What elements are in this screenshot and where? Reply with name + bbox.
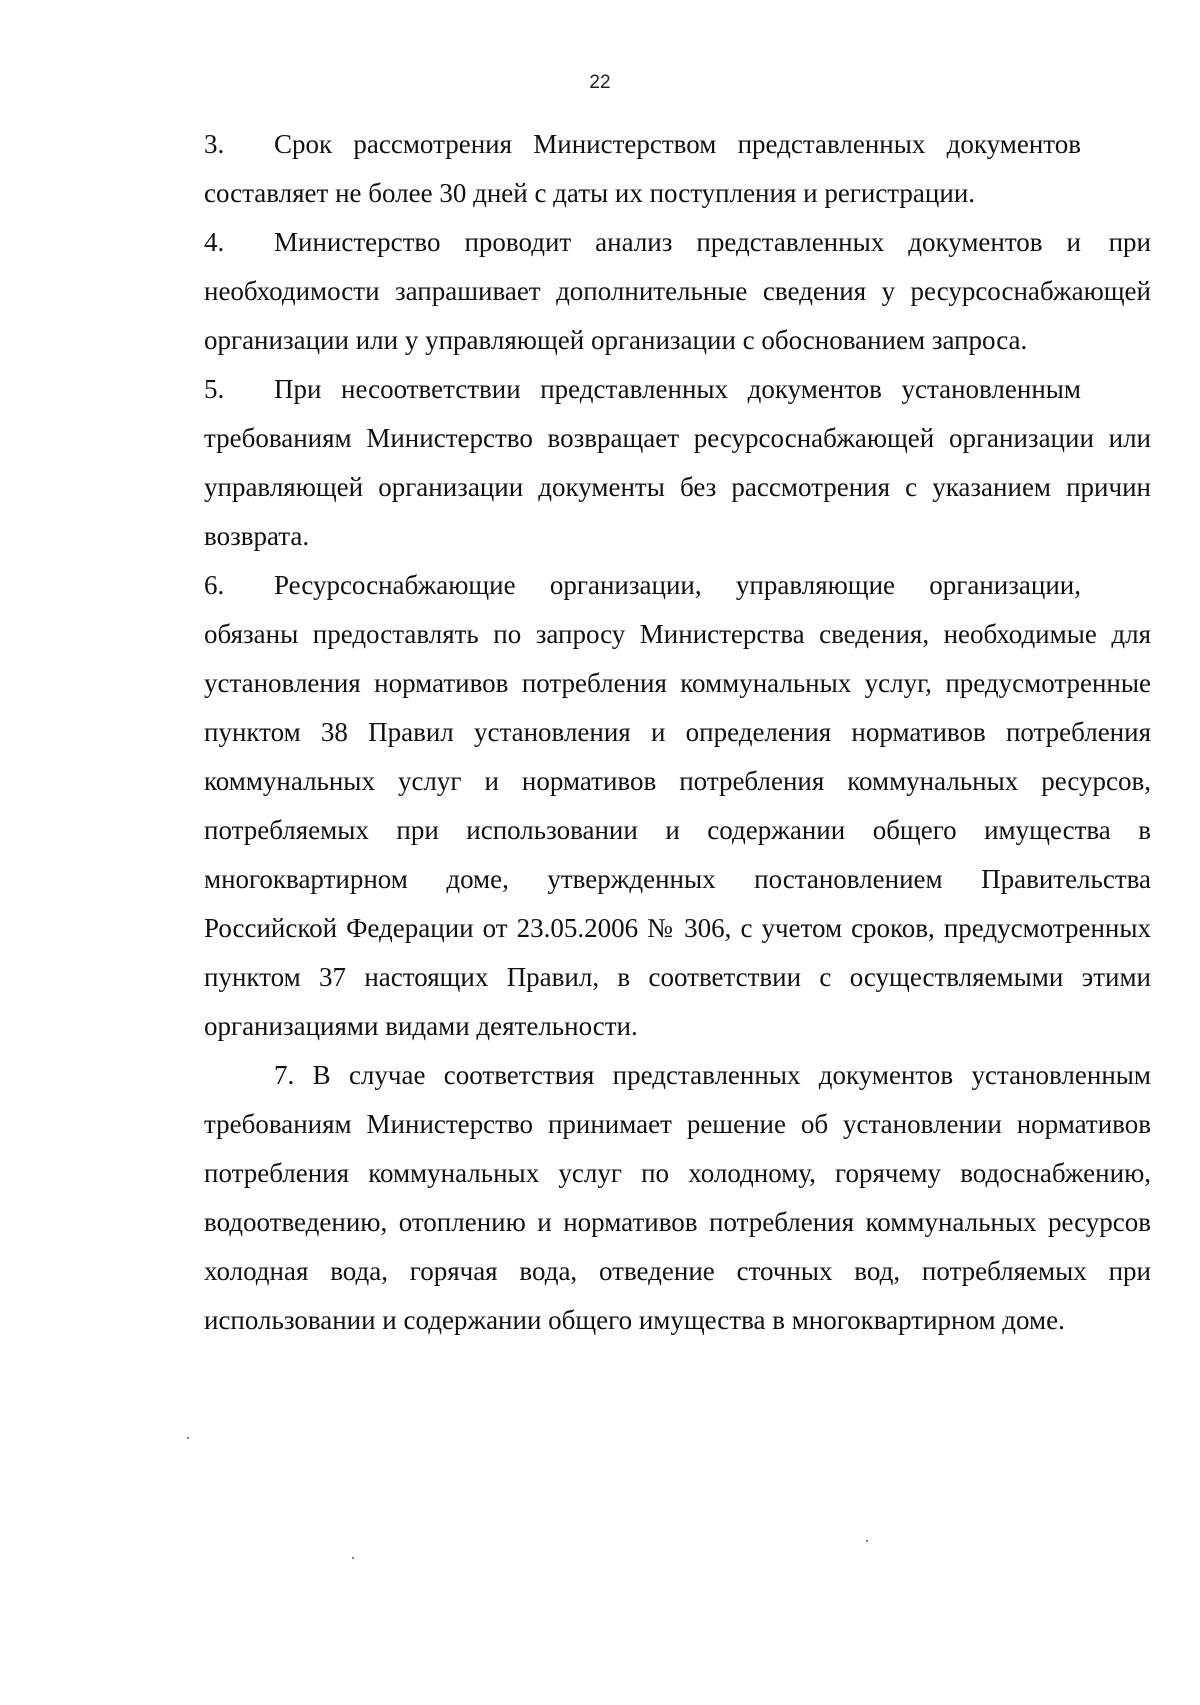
paragraph-number: 4. xyxy=(204,227,225,257)
scan-speck xyxy=(866,1540,868,1542)
paragraph-first-line: При несоответствии представленных документов установленным xyxy=(274,374,1081,404)
page-number: 22 xyxy=(589,72,611,93)
paragraph-first-line: Срок рассмотрения Министерством представленных документов xyxy=(274,129,1081,159)
document-body xyxy=(204,120,1151,1345)
paragraph-number: 6. xyxy=(204,570,225,600)
paragraph-5 xyxy=(204,365,1151,561)
paragraph-6 xyxy=(204,561,1151,1051)
scan-speck xyxy=(187,1437,189,1439)
paragraph-text: составляет не более 30 дней с даты их поступления и регистрации. xyxy=(204,178,976,208)
paragraph-3 xyxy=(204,120,1151,218)
paragraph-text: при необходимости запрашивает дополнительные сведения у ресурсоснабжающей организации или у управляющей организации с обоснованием запроса. xyxy=(204,227,1151,355)
paragraph-first-line: Министерство проводит анализ представленных документов и xyxy=(274,227,1081,257)
paragraph-number: 3. xyxy=(204,129,225,159)
paragraph-4 xyxy=(204,218,1151,365)
paragraph-text: обязаны предоставлять по запросу Министерства сведения, необходимые для установления нормативов потребления коммунальных услуг, предусмотренные пунктом 38 Правил установления и определения нормативов потребления коммунальных услуг и нормативов потребления коммунальных ресурсов, потребляемых при использовании и содержании общего имущества в многоквартирном доме, утвержденных постановлением Правительства Российской Федерации от 23.05.2006 № 306, с учетом сроков, предусмотренных пунктом 37 настоящих Правил, в соответствии с осуществляемыми этими организациями видами деятельности. xyxy=(204,619,1151,1041)
paragraph-text: требованиям Министерство возвращает ресурсоснабжающей организации или управляющей организации документы без рассмотрения с указанием причин возврата. xyxy=(204,423,1151,551)
paragraph-number: 5. xyxy=(204,374,225,404)
paragraph-7: 7. В случае соответствия представленных документов установленным требованиям Министерство принимает решение об установлении нормативов потребления коммунальных услуг по холодному, горячему водоснабжению, водоотведению, отоплению и нормативов потребления коммунальных ресурсов холодная вода, горячая вода, отведение сточных вод, потребляемых при использовании и содержании общего имущества в многоквартирном доме. xyxy=(204,1060,1151,1335)
scan-speck xyxy=(352,1557,354,1559)
paragraph-first-line: Ресурсоснабжающие организации, управляющие организации, xyxy=(274,570,1081,600)
